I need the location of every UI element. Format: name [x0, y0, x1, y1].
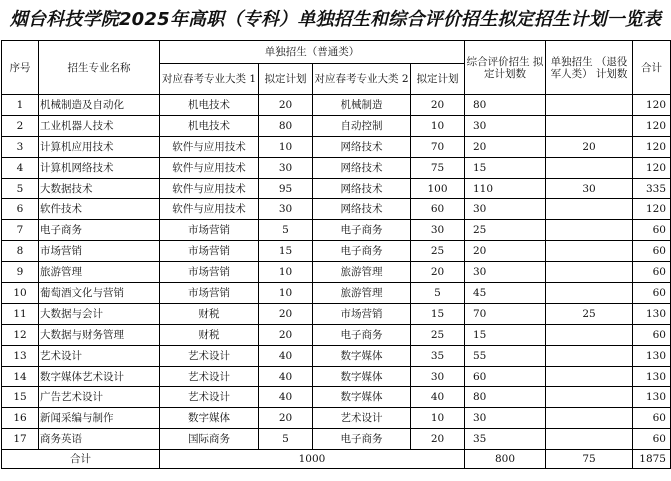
cat2-cell: 数字媒体 [313, 387, 411, 408]
cat1-cell: 市场营销 [160, 241, 259, 262]
total-cell: 130 [633, 345, 671, 366]
plan2-cell: 35 [411, 345, 465, 366]
cat2-cell: 数字媒体 [313, 366, 411, 387]
plan1-cell: 30 [259, 199, 313, 220]
veteran-cell [546, 157, 633, 178]
seq-cell: 8 [2, 241, 39, 262]
cat1-cell: 财税 [160, 324, 259, 345]
comprehensive-cell: 55 [465, 345, 546, 366]
major-cell: 葡萄酒文化与营销 [39, 283, 160, 304]
table-row [2, 345, 671, 366]
plan2-cell: 60 [411, 199, 465, 220]
cat2-cell: 艺术设计 [313, 408, 411, 429]
admission-plan-table [1, 40, 671, 469]
major-cell: 工业机器人技术 [39, 115, 160, 136]
cat1-cell: 艺术设计 [160, 366, 259, 387]
seq-cell: 4 [2, 157, 39, 178]
cat1-cell: 艺术设计 [160, 387, 259, 408]
total-cell: 130 [633, 303, 671, 324]
total-cell: 120 [633, 136, 671, 157]
total-cell: 120 [633, 157, 671, 178]
total-cell: 60 [633, 283, 671, 304]
seq-cell: 11 [2, 303, 39, 324]
table-row [2, 157, 671, 178]
cat1-cell: 软件与应用技术 [160, 157, 259, 178]
total-cell: 60 [633, 220, 671, 241]
veteran-cell: 25 [546, 303, 633, 324]
major-cell: 市场营销 [39, 241, 160, 262]
cat1-cell: 艺术设计 [160, 345, 259, 366]
totals-total: 1875 [633, 450, 671, 469]
total-cell: 120 [633, 95, 671, 116]
major-cell: 艺术设计 [39, 345, 160, 366]
seq-cell: 3 [2, 136, 39, 157]
table-row [2, 199, 671, 220]
plan1-cell: 15 [259, 241, 313, 262]
comprehensive-cell: 30 [465, 262, 546, 283]
total-cell: 60 [633, 241, 671, 262]
table-row [2, 136, 671, 157]
veteran-cell [546, 345, 633, 366]
plan1-cell: 40 [259, 387, 313, 408]
veteran-cell [546, 429, 633, 450]
seq-cell: 14 [2, 366, 39, 387]
major-cell: 新闻采编与制作 [39, 408, 160, 429]
totals-single: 1000 [160, 450, 465, 469]
table-row [2, 178, 671, 199]
header-veteran: 单独招生 （退役军人类） 计划数 [546, 41, 633, 95]
plan2-cell: 30 [411, 366, 465, 387]
plan2-cell: 70 [411, 136, 465, 157]
cat2-cell: 旅游管理 [313, 283, 411, 304]
comprehensive-cell: 80 [465, 95, 546, 116]
cat2-cell: 数字媒体 [313, 345, 411, 366]
table-row [2, 429, 671, 450]
comprehensive-cell: 30 [465, 408, 546, 429]
veteran-cell [546, 220, 633, 241]
veteran-cell: 30 [546, 178, 633, 199]
table-row [2, 283, 671, 304]
plan1-cell: 5 [259, 220, 313, 241]
plan1-cell: 5 [259, 429, 313, 450]
plan2-cell: 75 [411, 157, 465, 178]
total-cell: 60 [633, 429, 671, 450]
plan2-cell: 10 [411, 408, 465, 429]
veteran-cell [546, 283, 633, 304]
seq-cell: 15 [2, 387, 39, 408]
plan1-cell: 20 [259, 408, 313, 429]
comprehensive-cell: 110 [465, 178, 546, 199]
table-row [2, 115, 671, 136]
seq-cell: 16 [2, 408, 39, 429]
total-cell: 60 [633, 408, 671, 429]
plan2-cell: 15 [411, 303, 465, 324]
cat1-cell: 数字媒体 [160, 408, 259, 429]
seq-cell: 13 [2, 345, 39, 366]
cat2-cell: 机械制造 [313, 95, 411, 116]
comprehensive-cell: 70 [465, 303, 546, 324]
major-cell: 软件技术 [39, 199, 160, 220]
cat2-cell: 旅游管理 [313, 262, 411, 283]
seq-cell: 9 [2, 262, 39, 283]
seq-cell: 7 [2, 220, 39, 241]
seq-cell: 12 [2, 324, 39, 345]
table-row [2, 408, 671, 429]
cat1-cell: 软件与应用技术 [160, 199, 259, 220]
plan1-cell: 10 [259, 136, 313, 157]
table-row [2, 303, 671, 324]
plan2-cell: 100 [411, 178, 465, 199]
veteran-cell [546, 241, 633, 262]
veteran-cell [546, 115, 633, 136]
header-total: 合计 [633, 41, 671, 95]
seq-cell: 10 [2, 283, 39, 304]
cat2-cell: 网络技术 [313, 136, 411, 157]
table-row [2, 241, 671, 262]
veteran-cell [546, 408, 633, 429]
veteran-cell [546, 366, 633, 387]
plan2-cell: 20 [411, 95, 465, 116]
plan1-cell: 10 [259, 262, 313, 283]
header-single-group: 单独招生（普通类） [160, 41, 465, 64]
seq-cell: 17 [2, 429, 39, 450]
comprehensive-cell: 35 [465, 429, 546, 450]
total-cell: 60 [633, 324, 671, 345]
cat1-cell: 市场营销 [160, 283, 259, 304]
cat2-cell: 自动控制 [313, 115, 411, 136]
total-cell: 130 [633, 387, 671, 408]
seq-cell: 5 [2, 178, 39, 199]
cat2-cell: 电子商务 [313, 429, 411, 450]
seq-cell: 6 [2, 199, 39, 220]
plan2-cell: 10 [411, 115, 465, 136]
total-cell: 120 [633, 115, 671, 136]
plan1-cell: 30 [259, 157, 313, 178]
plan2-cell: 20 [411, 262, 465, 283]
major-cell: 数字媒体艺术设计 [39, 366, 160, 387]
header-seq: 序号 [2, 41, 39, 95]
comprehensive-cell: 45 [465, 283, 546, 304]
table-row [2, 387, 671, 408]
plan1-cell: 40 [259, 345, 313, 366]
veteran-cell [546, 324, 633, 345]
header-plan2: 拟定计划 [411, 64, 465, 95]
plan1-cell: 95 [259, 178, 313, 199]
cat1-cell: 软件与应用技术 [160, 136, 259, 157]
comprehensive-cell: 25 [465, 220, 546, 241]
totals-comprehensive: 800 [465, 450, 546, 469]
major-cell: 大数据与财务管理 [39, 324, 160, 345]
major-cell: 电子商务 [39, 220, 160, 241]
comprehensive-cell: 30 [465, 115, 546, 136]
plan1-cell: 20 [259, 303, 313, 324]
major-cell: 计算机应用技术 [39, 136, 160, 157]
major-cell: 商务英语 [39, 429, 160, 450]
veteran-cell [546, 387, 633, 408]
header-comprehensive: 综合评价招生 拟定计划数 [465, 41, 546, 95]
cat1-cell: 市场营销 [160, 262, 259, 283]
comprehensive-cell: 15 [465, 324, 546, 345]
plan1-cell: 40 [259, 366, 313, 387]
comprehensive-cell: 60 [465, 366, 546, 387]
plan2-cell: 30 [411, 220, 465, 241]
seq-cell: 2 [2, 115, 39, 136]
table-row [2, 262, 671, 283]
table-row [2, 95, 671, 116]
total-cell: 130 [633, 366, 671, 387]
cat2-cell: 电子商务 [313, 324, 411, 345]
cat2-cell: 市场营销 [313, 303, 411, 324]
plan2-cell: 5 [411, 283, 465, 304]
page-title: 烟台科技学院2025年高职（专科）单独招生和综合评价招生拟定招生计划一览表 [9, 9, 662, 30]
comprehensive-cell: 30 [465, 199, 546, 220]
plan1-cell: 20 [259, 324, 313, 345]
plan1-cell: 20 [259, 95, 313, 116]
cat1-cell: 财税 [160, 303, 259, 324]
table-row [2, 324, 671, 345]
cat2-cell: 电子商务 [313, 220, 411, 241]
cat2-cell: 网络技术 [313, 178, 411, 199]
cat1-cell: 国际商务 [160, 429, 259, 450]
cat1-cell: 机电技术 [160, 115, 259, 136]
major-cell: 大数据技术 [39, 178, 160, 199]
header-cat1: 对应春考专业大类 1 [160, 64, 259, 95]
major-cell: 计算机网络技术 [39, 157, 160, 178]
table-row [2, 366, 671, 387]
major-cell: 机械制造及自动化 [39, 95, 160, 116]
major-cell: 大数据与会计 [39, 303, 160, 324]
cat1-cell: 软件与应用技术 [160, 178, 259, 199]
comprehensive-cell: 20 [465, 241, 546, 262]
comprehensive-cell: 80 [465, 387, 546, 408]
table-row [2, 220, 671, 241]
total-cell: 120 [633, 199, 671, 220]
totals-veteran: 75 [546, 450, 633, 469]
veteran-cell [546, 95, 633, 116]
cat1-cell: 市场营销 [160, 220, 259, 241]
header-cat2: 对应春考专业大类 2 [313, 64, 411, 95]
comprehensive-cell: 20 [465, 136, 546, 157]
totals-label: 合计 [2, 450, 160, 469]
plan2-cell: 20 [411, 429, 465, 450]
cat2-cell: 网络技术 [313, 199, 411, 220]
cat2-cell: 网络技术 [313, 157, 411, 178]
cat1-cell: 机电技术 [160, 95, 259, 116]
plan1-cell: 80 [259, 115, 313, 136]
seq-cell: 1 [2, 95, 39, 116]
veteran-cell [546, 199, 633, 220]
comprehensive-cell: 15 [465, 157, 546, 178]
header-plan1: 拟定计划 [259, 64, 313, 95]
total-cell: 60 [633, 262, 671, 283]
plan2-cell: 25 [411, 241, 465, 262]
plan2-cell: 40 [411, 387, 465, 408]
plan1-cell: 10 [259, 283, 313, 304]
veteran-cell [546, 262, 633, 283]
plan2-cell: 25 [411, 324, 465, 345]
total-cell: 335 [633, 178, 671, 199]
major-cell: 广告艺术设计 [39, 387, 160, 408]
cat2-cell: 电子商务 [313, 241, 411, 262]
header-major: 招生专业名称 [39, 41, 160, 95]
veteran-cell: 20 [546, 136, 633, 157]
major-cell: 旅游管理 [39, 262, 160, 283]
